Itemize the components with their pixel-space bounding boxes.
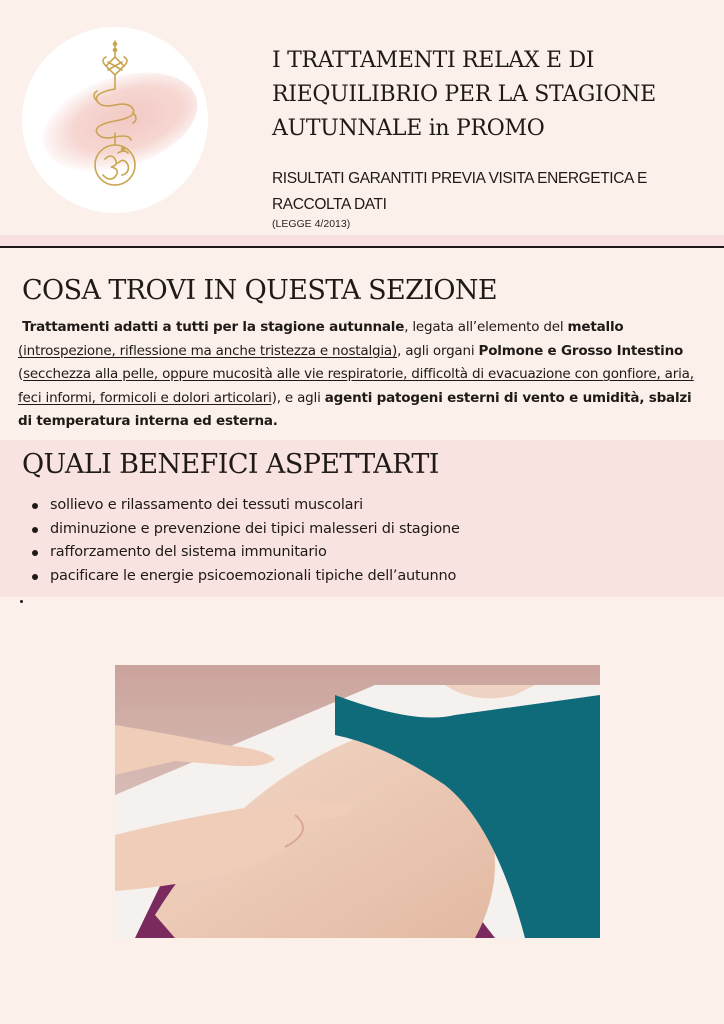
- om-knot-icon: [22, 27, 208, 213]
- section-heading: COSA TROVI IN QUESTA SEZIONE: [22, 275, 498, 306]
- list-item-text: rafforzamento del sistema immunitario: [50, 544, 327, 561]
- subtitle: [272, 166, 692, 218]
- text: , agli organi: [397, 342, 479, 359]
- list-item: [28, 541, 708, 565]
- benefits-list: [28, 494, 708, 588]
- stray-mark: [20, 600, 23, 603]
- list-item: [28, 494, 708, 518]
- photo-illustration: [115, 665, 600, 938]
- text: ), e agli: [271, 389, 325, 406]
- underlined-text: secchezza alla pelle, oppure mucosità alle vie respiratorie, difficoltà di evacuazione con gonfiore, aria, feci informi, formicoli e dolori articolari: [18, 366, 694, 406]
- underlined-text: (introspezione, riflessione ma anche tristezza e nostalgia): [18, 342, 398, 359]
- logo: [22, 27, 208, 213]
- bold-text: agenti patogeni esterni di vento e umidità, sbalzi di temperatura interna ed esterna.: [18, 389, 692, 430]
- bullet-icon: [32, 550, 38, 556]
- title-line: RIEQUILIBRIO PER LA STAGIONE: [272, 82, 656, 107]
- bold-text: metallo: [567, 319, 624, 335]
- section-paragraph: [18, 316, 708, 434]
- page-title: [272, 44, 692, 146]
- list-item-text: sollievo e rilassamento dei tessuti muscolari: [50, 497, 363, 513]
- abdominal-massage-photo: [115, 665, 600, 938]
- text: , legata all’elemento del: [404, 319, 568, 335]
- title-line: AUTUNNALE in PROMO: [272, 116, 545, 141]
- title-line: I TRATTAMENTI RELAX E DI: [272, 48, 595, 73]
- text: (: [18, 366, 24, 383]
- bold-text: Trattamenti adatti a tutti per la stagione autunnale: [22, 319, 405, 335]
- list-item-text: diminuzione e prevenzione dei tipici malesseri di stagione: [50, 520, 460, 537]
- bullet-icon: [32, 503, 38, 509]
- list-item: [28, 518, 708, 542]
- list-item: [28, 565, 708, 589]
- section-heading: QUALI BENEFICI ASPETTARTI: [22, 449, 439, 480]
- legal-note: (LEGGE 4/2013): [272, 218, 351, 230]
- list-item-text: pacificare le energie psicoemozionali tipiche dell’autunno: [50, 567, 457, 584]
- divider: [0, 246, 724, 248]
- subtitle-line: RACCOLTA DATI: [272, 196, 387, 213]
- bullet-icon: [32, 527, 38, 533]
- section-benefits: [0, 440, 724, 597]
- bold-text: Polmone e Grosso Intestino: [478, 342, 684, 359]
- section-contents: [0, 258, 724, 436]
- subtitle-line: RISULTATI GARANTITI PREVIA VISITA ENERGETICA E: [272, 170, 647, 187]
- bullet-icon: [32, 574, 38, 580]
